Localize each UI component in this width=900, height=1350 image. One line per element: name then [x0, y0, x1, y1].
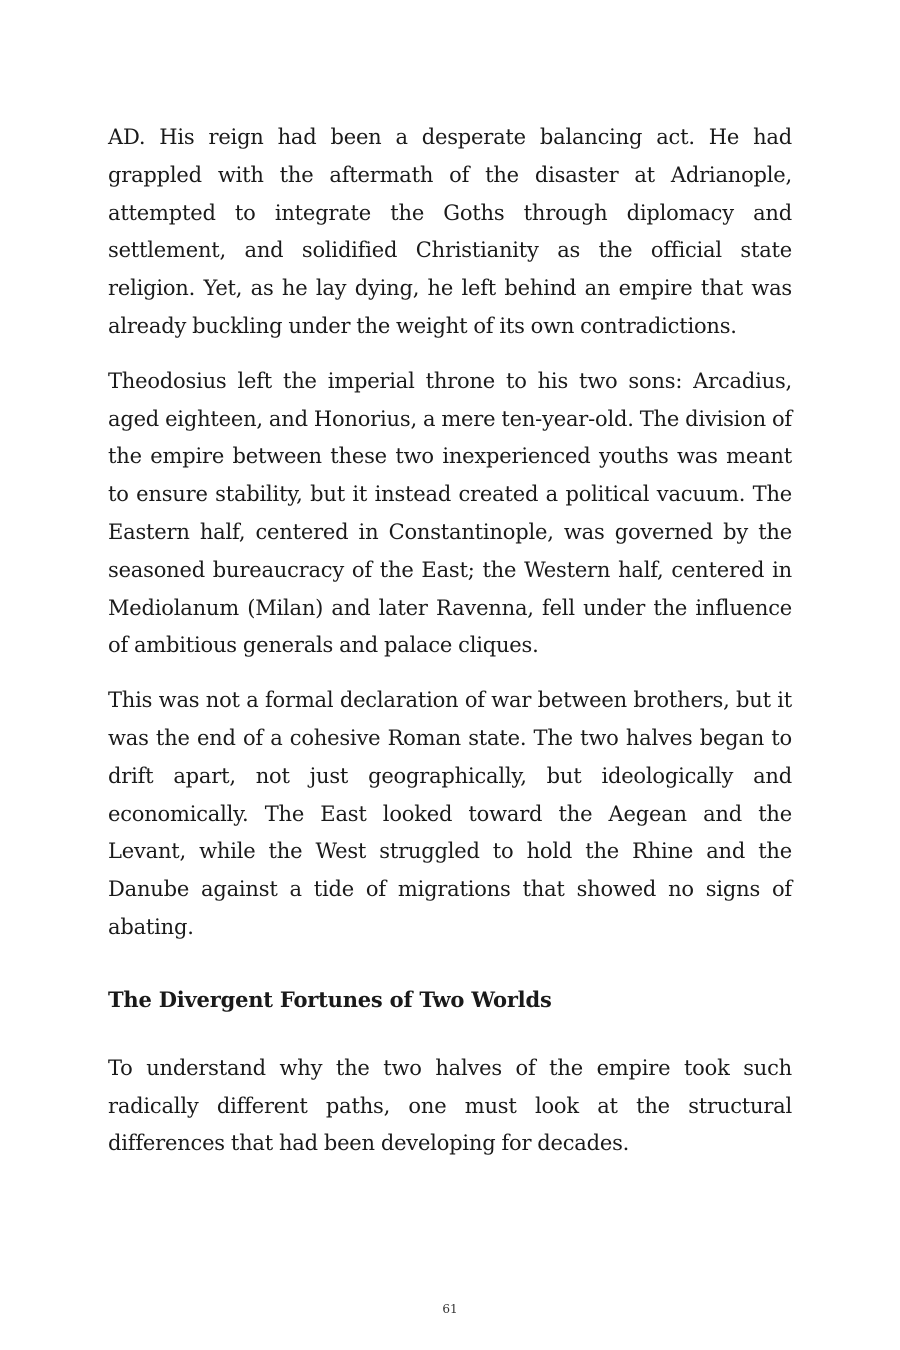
page-number: 61 [442, 1302, 458, 1316]
body-paragraph: Theodosius left the imperial throne to his two sons: Arcadius, aged eighteen, and Honorius, a mere ten-year-old. The division of the empire between these two inexperienced youths was meant to ensure stability, but it instead created a political vacuum. The Eastern half, centered in Constantinople, was governed by the seasoned bureaucracy of the East; the Western half, centered in Mediolanum (Milan) and later Ravenna, fell under the influence of ambitious generals and palace cliques. [108, 368, 792, 658]
section-heading: The Divergent Fortunes of Two Worlds [108, 986, 552, 1012]
body-paragraph: To understand why the two halves of the empire took such radically different paths, one must look at the structural differences that had been developing for decades. [108, 1055, 792, 1156]
body-paragraph: This was not a formal declaration of war between brothers, but it was the end of a cohesive Roman state. The two halves began to drift apart, not just geographically, but ideologically and economically. The East looked toward the Aegean and the Levant, while the West struggled to hold the Rhine and the Danube against a tide of migrations that showed no signs of abating. [108, 688, 792, 939]
page-body [108, 119, 792, 1180]
body-paragraph: AD. His reign had been a desperate balancing act. He had grappled with the aftermath of the disaster at Adrianople, attempted to integrate the Goths through diplomacy and settlement, and solidified Christianity as the official state religion. Yet, as he lay dying, he left behind an empire that was already buckling under the weight of its own contradictions. [108, 125, 792, 338]
